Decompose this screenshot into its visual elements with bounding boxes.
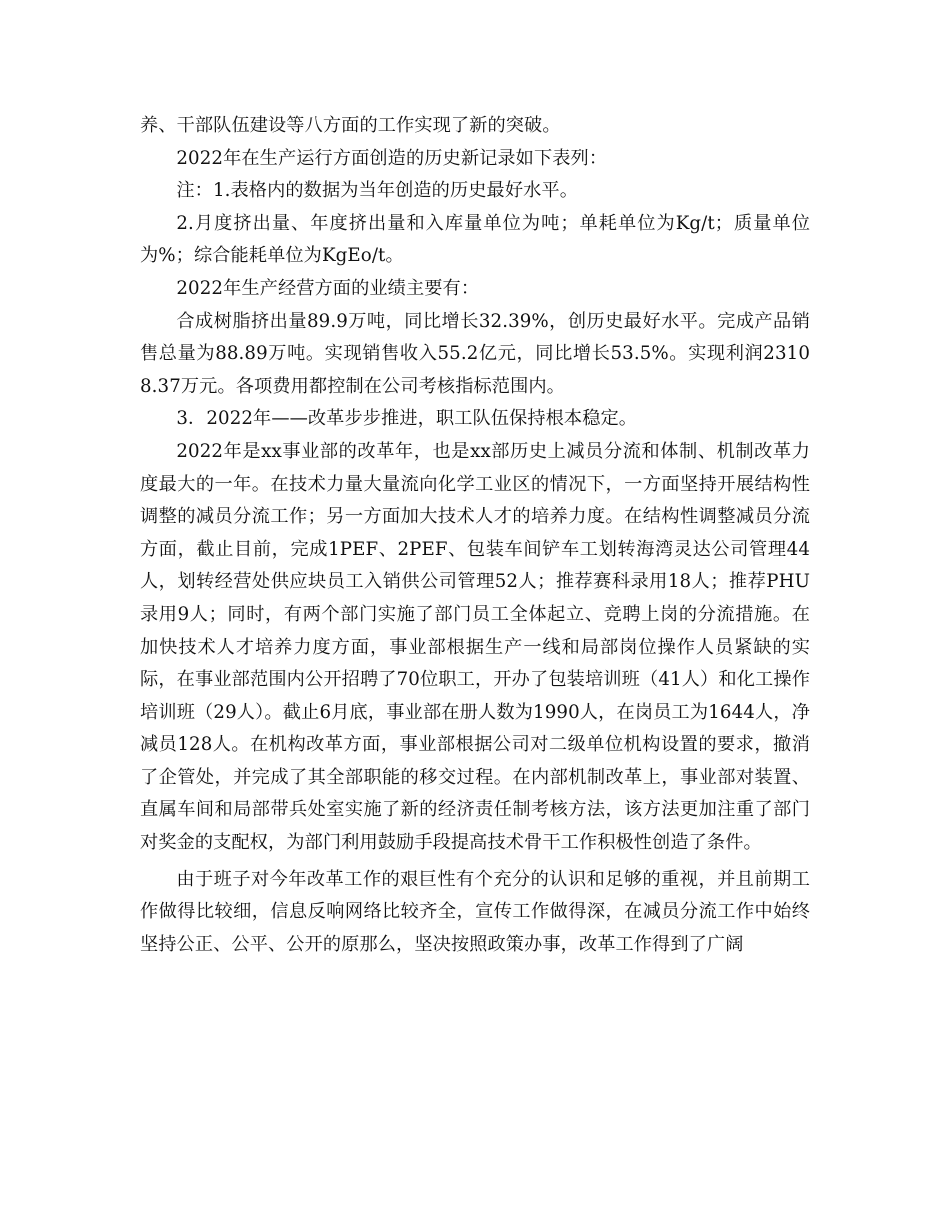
paragraph-records-intro: 2022年在生产运行方面创造的历史新记录如下表列： [176, 147, 608, 169]
paragraph-performance: 合成树脂挤出量89.9万吨，同比增长32.39%，创历史最好水平。完成产品销售总量为88.89万吨。实现销售收入55.2亿元，同比增长53.5%。实现利润23108.37万元。各项费用都控制在公司考核指标范围内。 [140, 310, 810, 397]
section-heading-3: 3．2022年——改革步步推进，职工队伍保持根本稳定。 [176, 408, 638, 430]
document-body [140, 110, 810, 961]
paragraph-reform: 2022年是xx事业部的改革年，也是xx部历史上减员分流和体制、机制改革力度最大的一年。在技术力量大量流向化学工业区的情况下，一方面坚持开展结构性调整的减员分流工作；另一方面加大技术人才的培养力度。在结构性调整减员分流方面，截止目前，完成1PEF、2PEF、包装车间铲车工划转海湾灵达公司管理44人，划转经营处供应块员工入销供公司管理52人；推荐赛科录用18人；推荐PHU录用9人；同时，有两个部门实施了部门员工全体起立、竞聘上岗的分流措施。在加快技术人才培养力度方面，事业部根据生产一线和局部岗位操作人员紧缺的实际，在事业部范围内公开招聘了70位职工，开办了包装培训班（41人）和化工操作培训班（29人）。截止6月底，事业部在册人数为1990人，在岗员工为1644人，净减员128人。在机构改革方面，事业部根据公司对二级单位机构设置的要求，撤消了企管处，并完成了其全部职能的移交过程。在内部机制改革上，事业部对装置、直属车间和局部带兵处室实施了新的经济责任制考核方法，该方法更加注重了部门对奖金的支配权，为部门利用鼓励手段提高技术骨干工作积极性创造了条件。 [140, 440, 810, 854]
paragraph-note-2: 2.月度挤出量、年度挤出量和入库量单位为吨；单耗单位为Kg/t；质量单位为%；综合能耗单位为KgEo/t。 [140, 212, 810, 267]
paragraph-continuation: 养、干部队伍建设等八方面的工作实现了新的突破。 [140, 115, 561, 136]
paragraph-note-1: 注：1.表格内的数据为当年创造的历史最好水平。 [176, 180, 578, 202]
paragraph-performance-intro: 2022年生产经营方面的业绩主要有： [176, 277, 480, 299]
paragraph-reform-reasons: 由于班子对今年改革工作的艰巨性有个充分的认识和足够的重视，并且前期工作做得比较细，信息反响网络比较齐全，宣传工作做得深，在减员分流工作中始终坚持公正、公平、公开的原那么，坚决按照政策办事，改革工作得到了广阔 [140, 868, 810, 955]
